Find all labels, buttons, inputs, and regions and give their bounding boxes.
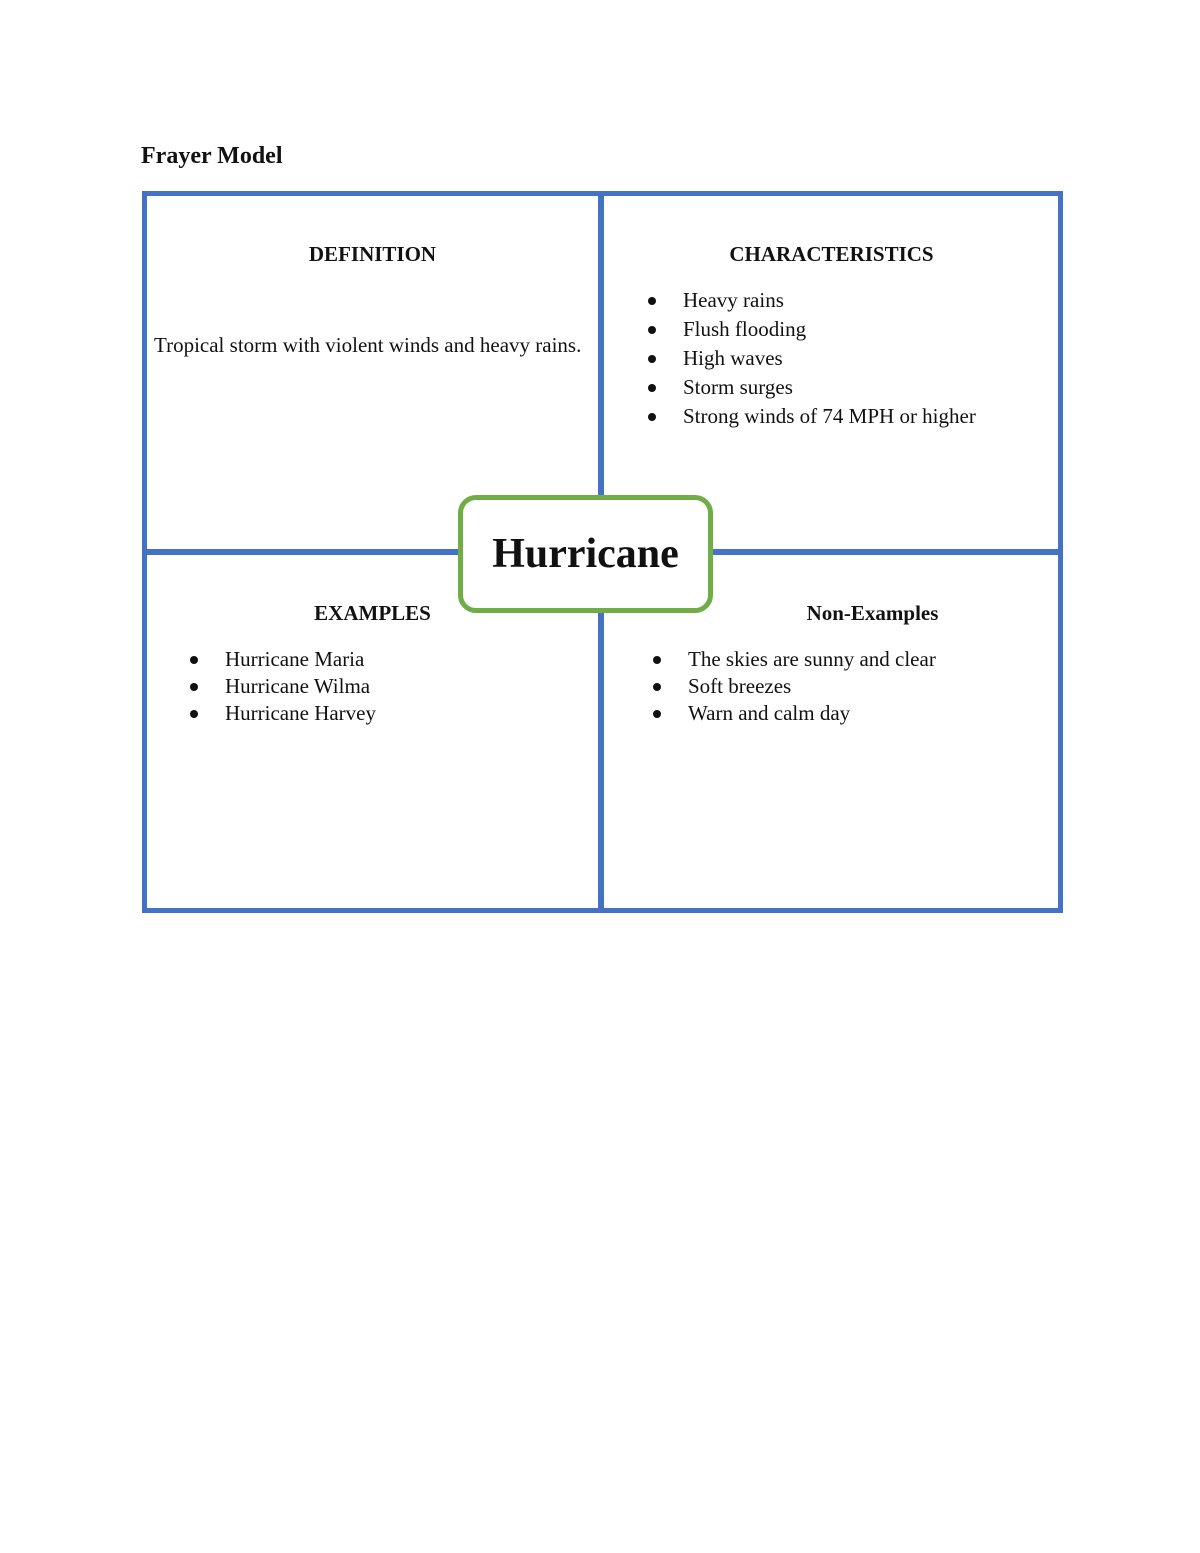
definition-text: Tropical storm with violent winds and heavy rains. [154, 333, 582, 357]
list-item [653, 673, 936, 700]
non-examples-list [653, 646, 936, 727]
bullet-icon [653, 656, 661, 664]
list-item-text: High waves [683, 346, 783, 370]
bullet-icon [653, 710, 661, 718]
list-item-text: Flush flooding [683, 317, 807, 341]
list-item-text: The skies are sunny and clear [688, 647, 936, 671]
characteristics-list [648, 286, 976, 431]
definition-heading: DEFINITION [308, 242, 437, 266]
list-item-text: Soft breezes [688, 674, 792, 698]
bullet-icon [653, 683, 661, 691]
list-item-text: Warn and calm day [688, 701, 851, 725]
list-item [653, 700, 936, 727]
bullet-icon [190, 683, 198, 691]
list-item [648, 315, 976, 344]
bullet-icon [648, 297, 656, 305]
bullet-icon [648, 384, 656, 392]
list-item-text: Storm surges [683, 375, 793, 399]
list-item [648, 286, 976, 315]
list-item-text: Heavy rains [683, 288, 784, 312]
list-item [653, 646, 936, 673]
list-item-text: Hurricane Wilma [225, 674, 371, 698]
list-item [190, 673, 376, 700]
list-item-text: Hurricane Maria [225, 647, 365, 671]
examples-heading: EXAMPLES [314, 601, 431, 625]
list-item [190, 646, 376, 673]
bullet-icon [648, 326, 656, 334]
list-item [190, 700, 376, 727]
page-title: Frayer Model [141, 143, 283, 169]
bullet-icon [190, 656, 198, 664]
non-examples-heading: Non-Examples [806, 601, 939, 625]
term-box [458, 495, 713, 613]
bullet-icon [648, 355, 656, 363]
list-item-text: Hurricane Harvey [225, 701, 376, 725]
list-item [648, 373, 976, 402]
bullet-icon [190, 710, 198, 718]
list-item [648, 402, 976, 431]
list-item-text: Strong winds of 74 MPH or higher [683, 404, 976, 428]
characteristics-heading: CHARACTERISTICS [729, 242, 934, 266]
list-item [648, 344, 976, 373]
term-label: Hurricane [492, 531, 679, 577]
bullet-icon [648, 413, 656, 421]
examples-list [190, 646, 376, 727]
